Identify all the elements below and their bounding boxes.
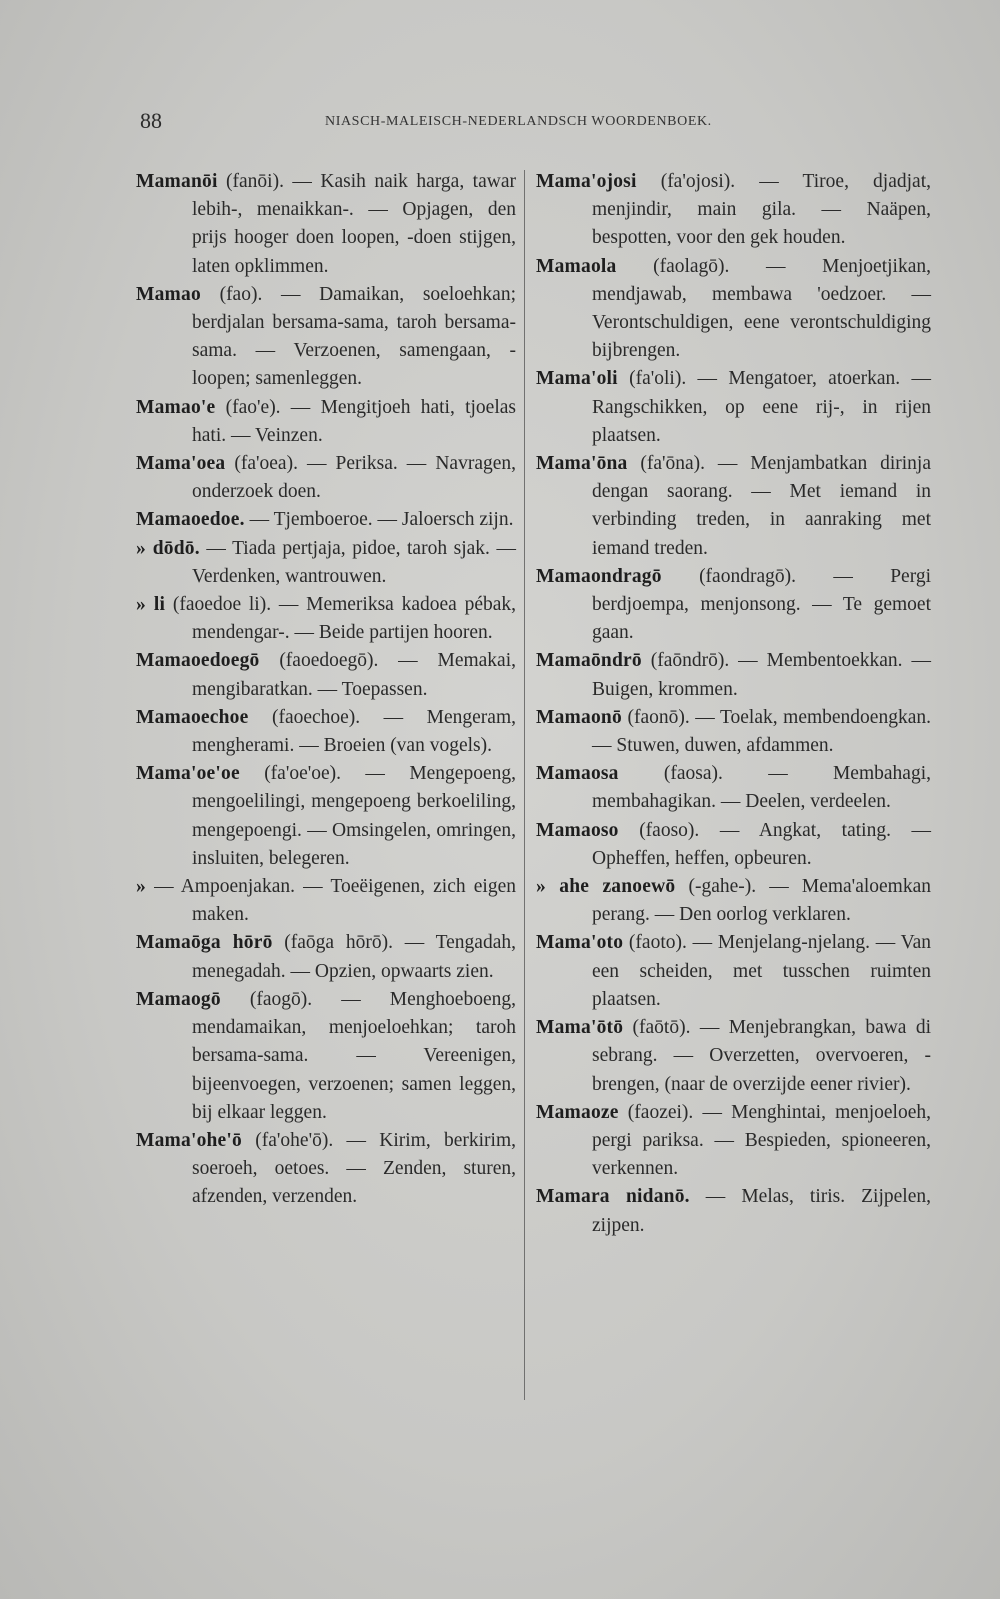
entry-definition: (faōndrō). — Membentoekkan. — Buigen, krommen. (592, 650, 931, 700)
entry-definition: (faōtō). — Menjebrangkan, bawa di sebrang. — Overzetten, overvoeren, -brengen, (naar de overzijde eener rivier). (592, 1017, 931, 1095)
entry-definition: (faoechoe). — Mengeram, mengherami. — Broeien (van vogels). (192, 706, 516, 757)
dictionary-entry (136, 704, 516, 760)
dictionary-entry (536, 704, 931, 760)
entry-headword: Mamaoedoe. (136, 509, 245, 531)
entry-definition: (faozei). — Menghintai, menjoeloeh, pergi pariksa. — Bespieden, spioneeren, verkennen. (592, 1101, 931, 1180)
entry-headword: Mama'ohe'ō (136, 1129, 242, 1151)
entry-headword: Mamara nidanō. (536, 1186, 690, 1208)
entry-definition: (fa'ojosi). — Tiroe, djadjat, menjindir, main gila. — Naäpen, bespotten, voor den gek houden. (592, 171, 931, 249)
entry-definition: (fa'oli). — Mengatoer, atoerkan. — Rangschikken, op eene rij-, in rijen plaatsen. (592, 368, 931, 446)
dictionary-entry (536, 760, 931, 816)
entry-headword: Mamaoze (536, 1101, 619, 1123)
dictionary-entry (536, 929, 931, 1014)
dictionary-entry (536, 873, 931, 929)
entry-headword: Mama'ōna (536, 453, 628, 475)
dictionary-entry (136, 281, 516, 394)
dictionary-entry (536, 563, 931, 648)
entry-definition: (faoto). — Menjelang-njelang. — Van een scheiden, met tusschen ruimten plaatsen. (592, 932, 931, 1010)
entry-headword: Mamaōga hōrō (136, 932, 273, 954)
dictionary-entry (536, 1099, 931, 1184)
dictionary-entry (536, 647, 931, 703)
dictionary-entry (136, 450, 516, 506)
dictionary-entry (536, 450, 931, 563)
entry-headword: Mamaoechoe (136, 706, 249, 728)
entry-definition: (fa'oea). — Periksa. — Navragen, onderzoek doen. (192, 453, 516, 503)
left-column (136, 168, 516, 1212)
dictionary-entry (136, 986, 516, 1127)
entry-definition: (fa'ohe'ō). — Kirim, berkirim, soeroeh, oetoes. — Zenden, sturen, afzenden, verzenden. (192, 1129, 516, 1208)
entry-headword: Mama'oto (536, 932, 624, 954)
entry-definition: (faōga hōrō). — Tengadah, menegadah. — Opzien, opwaarts zien. (192, 932, 516, 982)
entry-headword: » dōdō. (136, 537, 200, 559)
entry-definition: (faoedoe li). — Memeriksa kadoea pébak, mendengar-. — Beide partijen hooren. (165, 594, 517, 644)
dictionary-entry (136, 873, 516, 929)
entry-definition: (faonō). — Toelak, membendoengkan. — Stuwen, duwen, afdammen. (592, 706, 931, 757)
entry-definition: — Ampoenjakan. — Toeëigenen, zich eigen maken. (145, 876, 516, 926)
entry-headword: » li (136, 594, 166, 616)
dictionary-entry (536, 1014, 931, 1099)
entry-headword: Mamao (136, 283, 201, 305)
running-title: NIASCH-MALEISCH-NEDERLANDSCH WOORDENBOEK. (325, 114, 712, 129)
dictionary-entry (136, 647, 516, 703)
entry-headword: » ahe zanoewō (536, 876, 676, 898)
entry-headword: Mamao'e (136, 396, 216, 418)
entry-headword: Mama'oe'oe (136, 763, 240, 785)
dictionary-entry (136, 394, 516, 450)
entry-definition: — Tiada pertjaja, pidoe, taroh sjak. — Verdenken, wantrouwen. (192, 537, 517, 587)
entry-definition: (faoso). — Angkat, tating. — Opheffen, heffen, opbeuren. (592, 819, 931, 869)
entry-headword: Mamaonō (536, 706, 622, 728)
dictionary-entry (136, 168, 516, 281)
right-column (536, 168, 931, 1240)
dictionary-entry (136, 929, 516, 985)
entry-headword: Mamanōi (136, 171, 218, 192)
entry-definition: (fa'ōna). — Menjambatkan dirinja dengan saorang. — Met iemand in verbinding treden, in aanraking met iemand treden. (592, 453, 931, 559)
entry-definition: (faondragō). — Pergi berdjoempa, menjonsong. — Te gemoet gaan. (592, 565, 931, 644)
entry-definition: (fanōi). — Kasih naik harga, tawar lebih-, menaikkan-. — Opjagen, den prijs hooger doen loopen, -doen stijgen, laten opklimmen. (192, 171, 516, 277)
entry-headword: Mamaōndrō (536, 650, 642, 672)
entry-headword: » (136, 876, 146, 898)
dictionary-entry (536, 1183, 931, 1239)
entry-headword: Mamaola (536, 255, 617, 277)
entry-definition: — Melas, tiris. Zijpelen, zijpen. (592, 1186, 931, 1236)
entry-definition: (fao). — Damaikan, soeloehkan; berdjalan bersama-sama, taroh bersama-sama. — Verzoenen, samengaan, -loopen; samenleggen. (192, 283, 516, 390)
entry-definition: (fao'e). — Mengitjoeh hati, tjoelas hati. — Veinzen. (192, 396, 516, 446)
entry-definition: (faolagō). — Menjoetjikan, mendjawab, membawa 'oedzoer. — Verontschuldigen, eene verontschuldiging bijbrengen. (592, 255, 931, 362)
entry-headword: Mamaoso (536, 819, 619, 841)
dictionary-entry (536, 365, 931, 450)
entry-definition: (faoedoegō). — Memakai, mengibaratkan. — Toepassen. (192, 650, 516, 700)
page-header (140, 108, 760, 138)
entry-headword: Mamaogō (136, 988, 221, 1010)
entry-headword: Mamaondragō (536, 565, 662, 587)
entry-headword: Mama'ojosi (536, 171, 637, 192)
dictionary-entry (536, 817, 931, 873)
entry-definition: (faosa). — Membahagi, membahagikan. — Deelen, verdeelen. (592, 763, 931, 813)
page-number: 88 (140, 108, 162, 133)
dictionary-entry (536, 253, 931, 366)
dictionary-entry (536, 168, 931, 253)
entry-definition: — Tjemboeroe. — Jaloersch zijn. (244, 509, 514, 531)
dictionary-entry (136, 1127, 516, 1212)
dictionary-entry (136, 506, 516, 534)
entry-definition: (fa'oe'oe). — Mengepoeng, mengoelilingi, mengepoeng berkoeliling, mengepoengi. — Omsingelen, omringen, insluiten, belegeren. (192, 763, 516, 869)
entry-headword: Mamaoedoegō (136, 650, 260, 672)
entry-headword: Mamaosa (536, 763, 619, 785)
entry-headword: Mama'ōtō (536, 1017, 624, 1039)
entry-definition: (faogō). — Menghoeboeng, mendamaikan, menjoeloehkan; taroh bersama-sama. — Vereenigen, bijeenvoegen, verzoenen; samen leggen, bij elkaar leggen. (192, 988, 516, 1123)
column-divider (524, 170, 525, 1400)
dictionary-entry (136, 591, 516, 647)
dictionary-entry (136, 760, 516, 873)
entry-headword: Mama'oli (536, 368, 618, 390)
entry-definition: (-gahe-). — Mema'aloemkan perang. — Den oorlog verklaren. (592, 876, 931, 926)
entry-headword: Mama'oea (136, 453, 226, 475)
dictionary-entry (136, 535, 516, 591)
